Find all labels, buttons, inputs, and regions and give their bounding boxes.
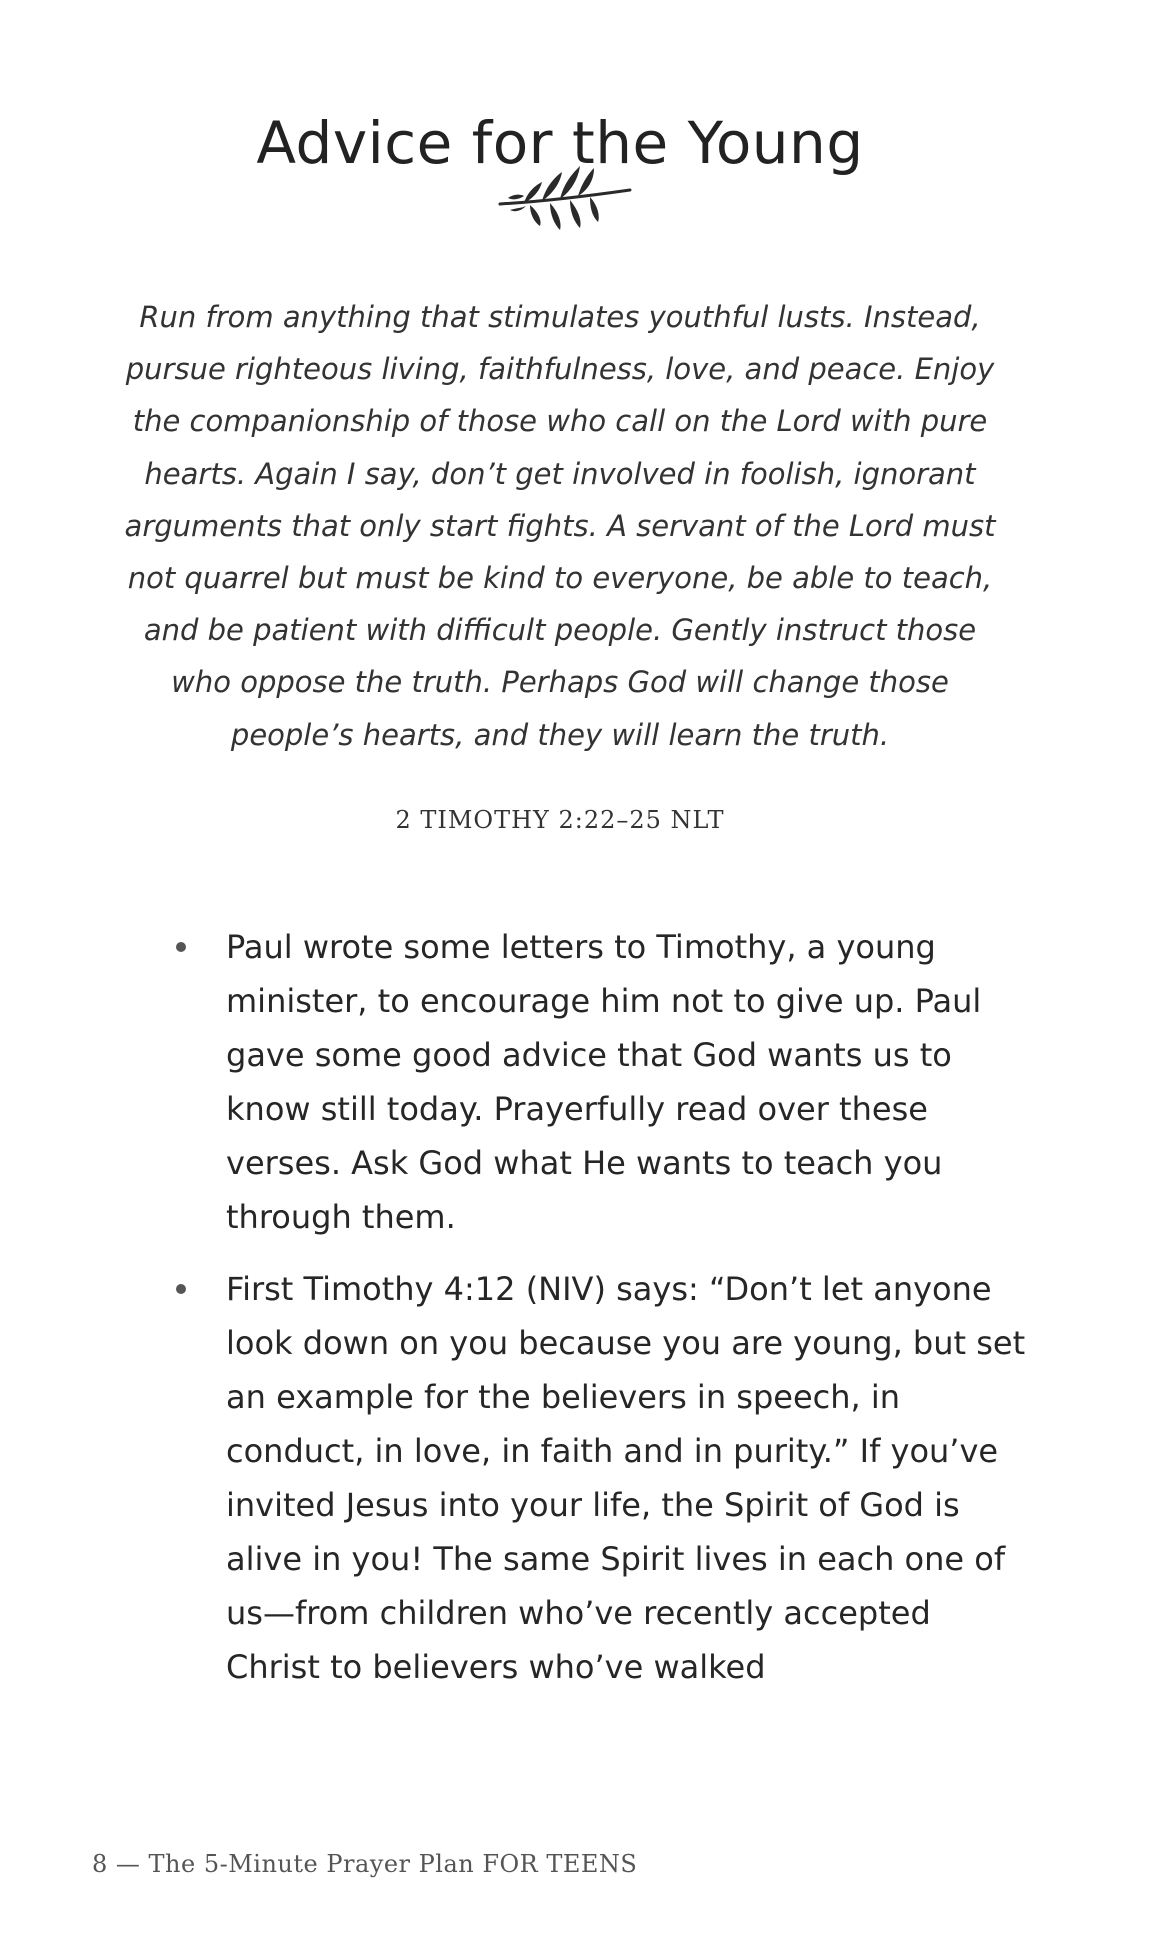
list-item: [170, 920, 1030, 1244]
bullet-icon: [176, 1284, 186, 1294]
page-title: Advice for the Young: [256, 108, 864, 177]
bullet-list: [170, 920, 1030, 1712]
list-item: [170, 1262, 1030, 1694]
leaf-branch-icon: [494, 160, 634, 240]
list-item-text: Paul wrote some letters to Timothy, a young minister, to encourage him not to give up. Paul gave some good advice that God wants us to know still today. Prayerfully read over these verses. Ask God what He wants to teach you through them.: [226, 928, 982, 1236]
list-item-text: First Timothy 4:12 (NIV) says: “Don’t let anyone look down on you because you are young, but set an example for the believers in speech, in conduct, in love, in faith and in purity.” If you’ve invited Jesus into your life, the Spirit of God is alive in you! The same Spirit lives in each one of us—from children who’ve recently accepted Christ to believers who’ve walked: [226, 1270, 1026, 1686]
bullet-icon: [176, 942, 186, 952]
scripture-reference: 2 TIMOTHY 2:22–25 NLT: [395, 806, 725, 834]
scripture-quote: Run from anything that stimulates youthful lusts. Instead, pursue righteous living, faithfulness, love, and peace. Enjoy the companionship of those who call on the Lord with pure hearts. Again I say, don’t get involved in foolish, ignorant arguments that only start fights. A servant of the Lord must not quarrel but must be kind to everyone, be able to teach, and be patient with difficult people. Gently instruct those who oppose the truth. Perhaps God will change those people’s hearts, and they will learn the truth.: [124, 300, 996, 752]
page-footer: 8 — The 5-Minute Prayer Plan FOR TEENS: [92, 1850, 638, 1878]
